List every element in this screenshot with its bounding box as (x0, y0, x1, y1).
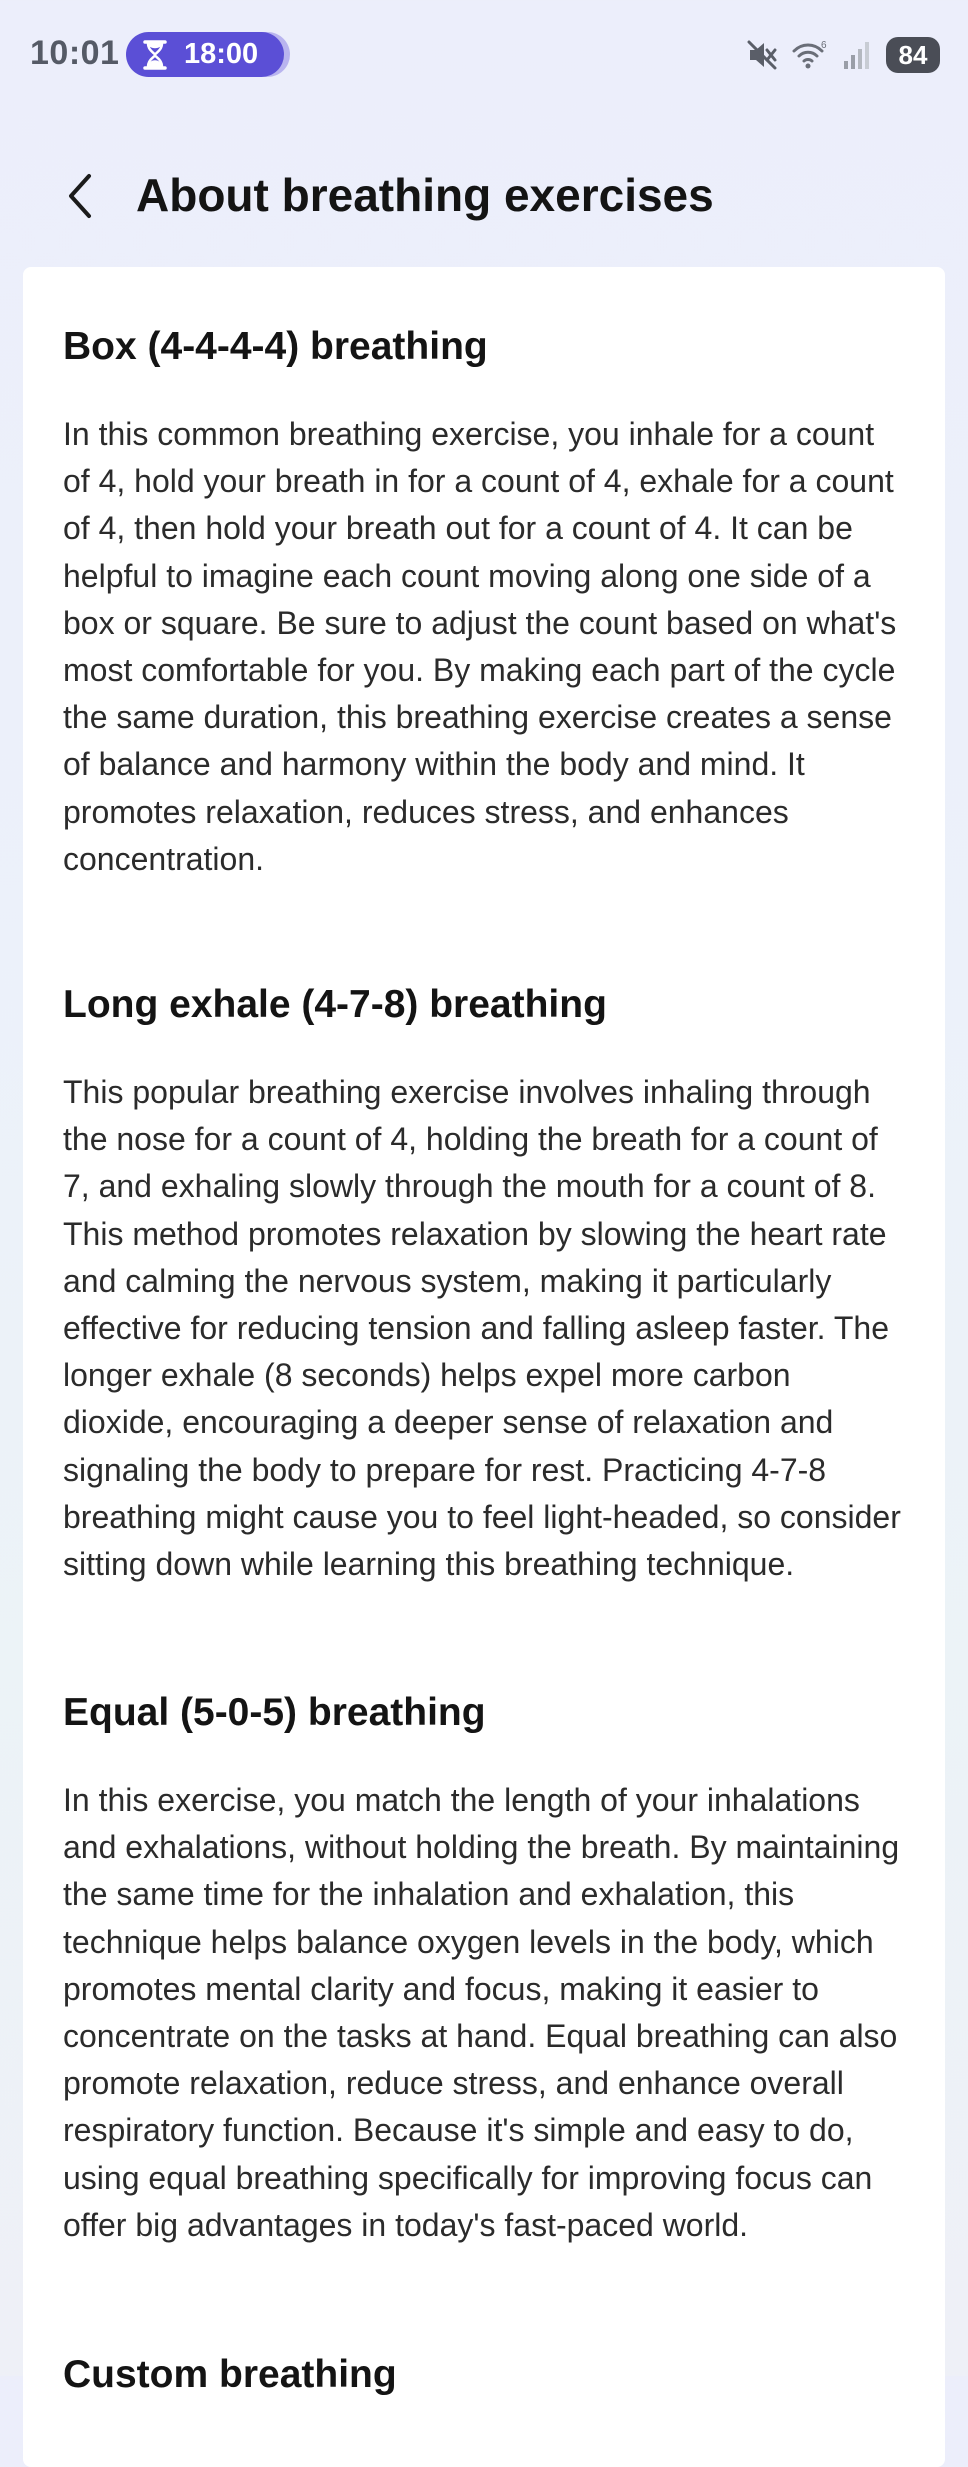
status-time: 10:01 (30, 34, 120, 72)
section-custom-breathing (23, 2349, 437, 2401)
section-body: In this exercise, you match the length of your inhalations and exhalations, without holding the breath. By maintaining the same time for the inhalation and exhalation, this technique helps balance oxygen levels in the body, which promotes mental clarity and focus, making it easier to concentrate on the tasks at hand. Equal breathing can also promote relaxation, reduce stress, and enhance overall respiratory function. Because it's simple and easy to do, using equal breathing specifically for improving focus can offer big advantages in today's fast-paced world. (63, 1782, 900, 2243)
section-box-breathing (23, 321, 945, 883)
status-icons (746, 34, 940, 76)
page-title: About breathing exercises (136, 169, 714, 221)
mute-icon (746, 39, 778, 71)
hourglass-icon (142, 40, 168, 70)
section-title: Box (4-4-4-4) breathing (63, 325, 488, 368)
signal-icon (842, 39, 872, 71)
svg-text:6: 6 (821, 40, 827, 51)
chevron-left-icon (65, 172, 95, 220)
timer-text: 18:00 (184, 38, 259, 70)
section-body: This popular breathing exercise involves inhaling through the nose for a count of 4, holding the breath for a count of 7, and exhaling slowly through the mouth for a count of 8. This method promotes relaxation by slowing the heart rate and calming the nervous system, making it particularly effective for reducing tension and falling asleep faster. The longer exhale (8 seconds) helps expel more carbon dioxide, encouraging a deeper sense of relaxation and signaling the body to prepare for rest. Practicing 4-7-8 breathing might cause you to feel light-headed, so consider sitting down while learning this breathing technique. (63, 1074, 901, 1583)
section-title: Equal (5-0-5) breathing (63, 1691, 486, 1734)
battery-icon: 84 (886, 37, 940, 73)
wifi-icon (792, 39, 828, 71)
status-bar (0, 0, 968, 110)
app-header (0, 150, 968, 244)
section-long-exhale-breathing (23, 979, 945, 1588)
back-button[interactable] (48, 164, 112, 228)
section-title: Long exhale (4-7-8) breathing (63, 983, 607, 1026)
section-equal-breathing (23, 1687, 945, 2249)
content-card (23, 267, 945, 2467)
section-body: In this common breathing exercise, you inhale for a count of 4, hold your breath in for a count of 4, exhale for a count of 4, then hold your breath out for a count of 4. It can be helpful to imagine each count moving along one side of a box or square. Be sure to adjust the count based on what's most comfortable for you. By making each part of the cycle the same duration, this breathing exercise creates a sense of balance and harmony within the body and mind. It promotes relaxation, reduces stress, and enhances concentration. (63, 416, 897, 877)
timer-pill[interactable] (126, 32, 284, 77)
section-title: Custom breathing (63, 2353, 397, 2396)
